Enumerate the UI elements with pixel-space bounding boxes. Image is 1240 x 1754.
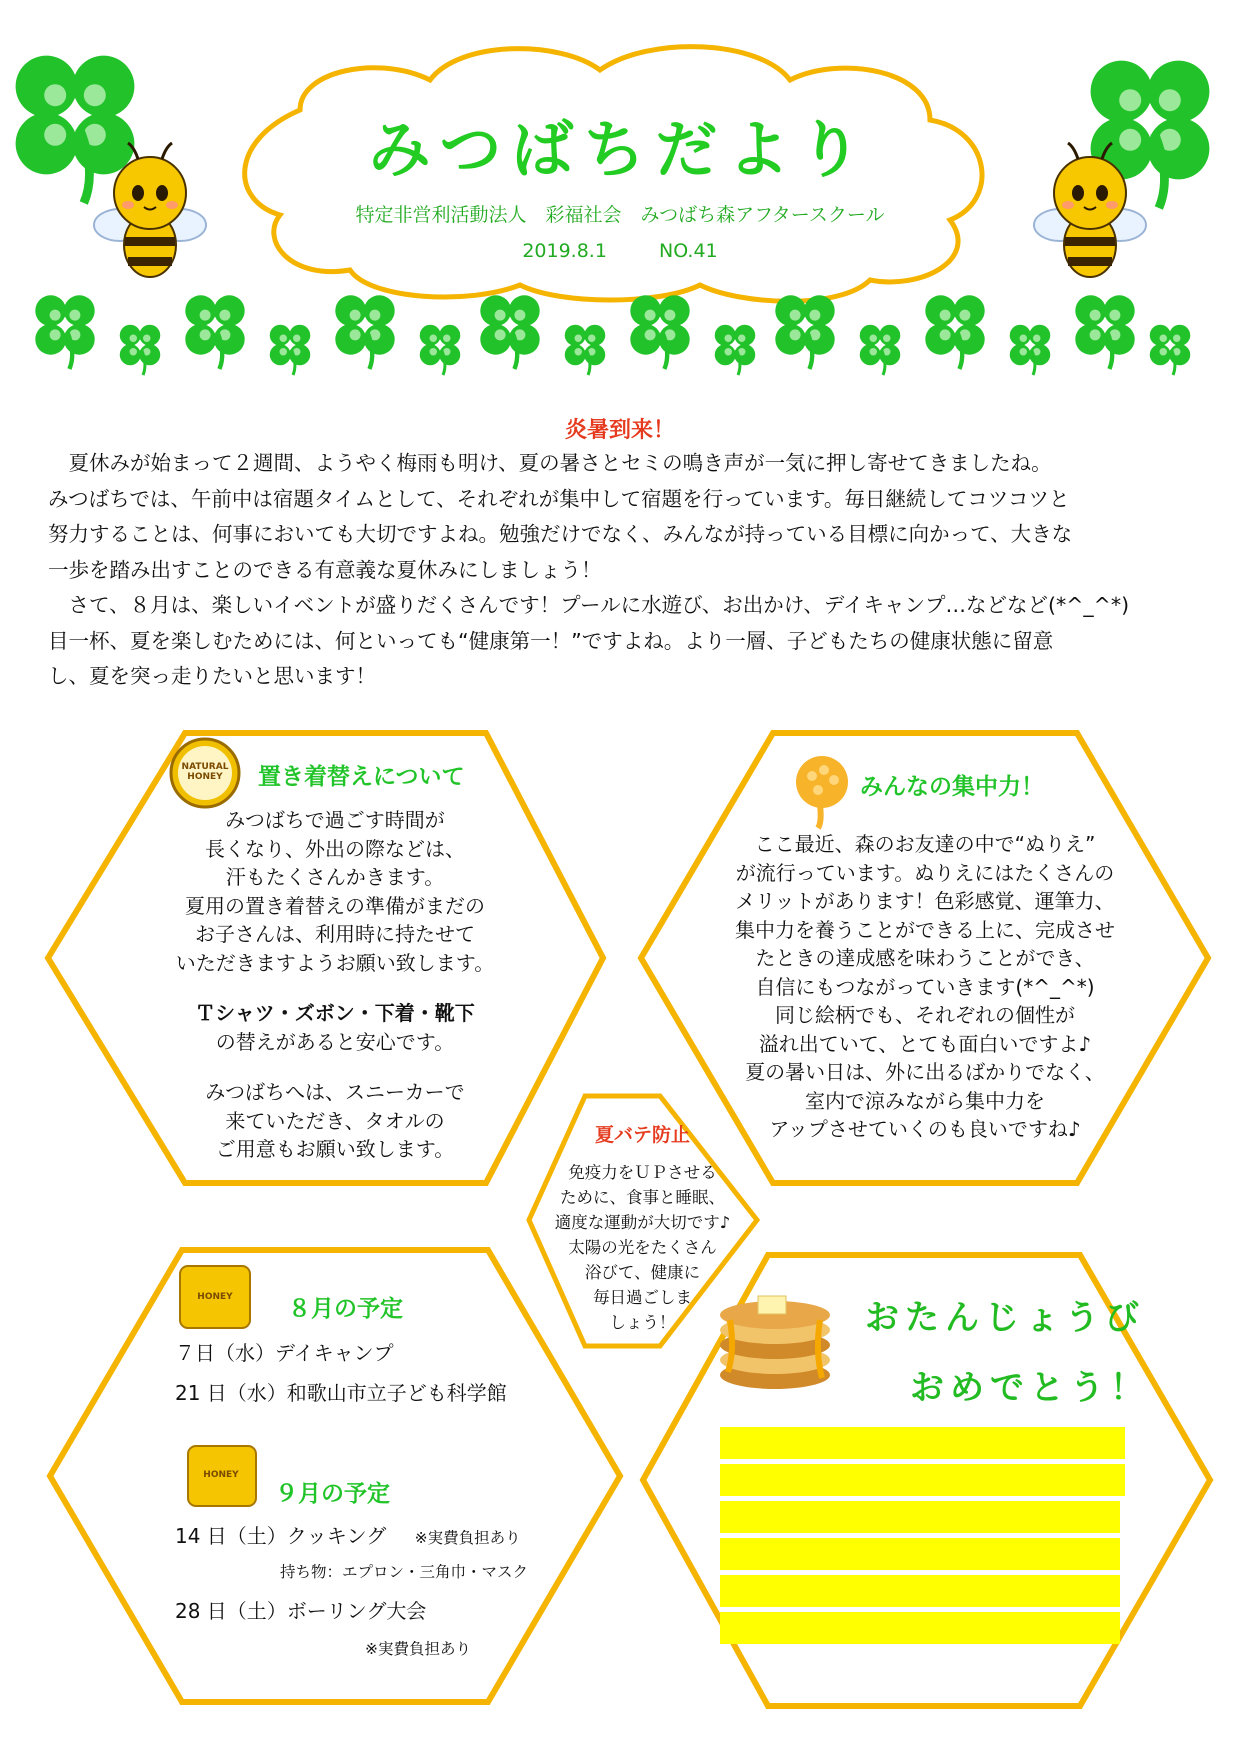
clothes-items: Ｔシャツ・ズボン・下着・靴下: [195, 1001, 475, 1025]
honey-badge-sep-label: HONEY: [203, 1470, 239, 1480]
intro-heading: 炎暑到来！: [564, 418, 675, 443]
intro-line: 目一杯、夏を楽しむためには、何といっても“健康第一！”ですよね。より一層、子どもたちの健康状態に留意: [48, 628, 1054, 653]
birthday-name-bar: [720, 1427, 1125, 1459]
september-item: 28 日（土）ボーリング大会: [175, 1599, 427, 1623]
honey-badge-aug-label: HONEY: [197, 1292, 233, 1302]
issue-number: NO.41: [659, 240, 718, 262]
september-bring: 持ち物：エプロン・三角巾・マスク: [280, 1563, 529, 1581]
september-note: ※実費負担あり: [365, 1640, 471, 1658]
birthday-name-bar: [720, 1464, 1125, 1496]
birthday-name-bar: [720, 1575, 1120, 1607]
clothes-title: 置き着替えについて: [258, 764, 465, 790]
september-title: ９月の予定: [275, 1481, 390, 1507]
newsletter-title: みつばちだより: [368, 113, 872, 186]
clover-row: [35, 295, 1190, 375]
intro-text: [48, 446, 1198, 695]
organization-name: 特定非営利活動法人 彩福社会 みつばち森アフタースクール: [355, 204, 885, 226]
birthday-line1: おたんじょうび: [865, 1298, 1145, 1338]
august-item: ７日（水）デイキャンプ: [175, 1341, 394, 1365]
focus-title: みんなの集中力！: [860, 774, 1044, 800]
summer-tip-body: 免疫力をＵＰさせる ために、食事と睡眠、 適度な運動が大切です♪ 太陽の光をたくさん 浴びて、健康に 毎日過ごしま しょう！: [554, 1163, 731, 1332]
birthday-line2: おめでとう！: [910, 1368, 1150, 1408]
intro-line: みつばちでは、午前中は宿題タイムとして、それぞれが集中して宿題を行っています。毎日継続してコツコツと: [48, 486, 1070, 511]
birthday-name-bar: [720, 1538, 1120, 1570]
intro-line: さて、８月は、楽しいイベントが盛りだくさんです！プールに水遊び、お出かけ、デイキャンプ…などなど(*^_^*): [68, 593, 1130, 617]
intro-line: 努力することは、何事においても大切ですよね。勉強だけでなく、みんなが持っている目標に向かって、大きな: [48, 522, 1073, 546]
intro-line: し、夏を突っ走りたいと思います！: [48, 664, 376, 688]
issue-line: [300, 240, 940, 262]
focus-body: ここ最近、森のお友達の中で“ぬりえ” が流行っています。ぬりえにはたくさんの メリットがあります！色彩感覚、運筆力、 集中力を養うことができる上に、完成させ たときの達成感を味わうことができ、 自信にもつながっていきます(*^_^*) 同じ絵柄でも、それぞれの個性が 溢れ出ていて、とても面白いですよ♪ 夏の暑い日は、外に出るばかりでなく、 室内で涼みながら集中力を アップさせていくのも良いですね♪: [735, 832, 1115, 1141]
issue-date: 2019.8.1: [522, 240, 607, 262]
birthday-name-bar: [720, 1612, 1120, 1644]
honeycomb-icon: [796, 756, 848, 828]
intro-line: 夏休みが始まって２週間、ようやく梅雨も明け、夏の暑さとセミの鳴き声が一気に押し寄せてきましたね。: [68, 451, 1052, 475]
august-title: ８月の予定: [288, 1296, 403, 1322]
intro-line: 一歩を踏み出すことのできる有意義な夏休みにしましょう！: [48, 557, 602, 582]
summer-tip-title: 夏バテ防止: [594, 1124, 690, 1146]
august-item: 21 日（水）和歌山市立子ども科学館: [175, 1381, 507, 1405]
birthday-name-bar: [720, 1501, 1120, 1533]
clothes-body: みつばちで過ごす時間が 長くなり、外出の際などは、 汗もたくさんかきます。 夏用の置き着替えの準備がまだの お子さんは、利用時に持たせて いただきますようお願い致します。 Ｔシャツ・ズボン・下着・靴下 の替えがあると安心です。 みつばちへは、スニーカーで 来ていただき、タオルの ご用意もお願い致します。: [110, 806, 560, 1164]
honey-badge-label: NATURAL HONEY: [181, 762, 229, 782]
september-item: 14 日（土）クッキング ※実費負担あり: [175, 1524, 521, 1548]
